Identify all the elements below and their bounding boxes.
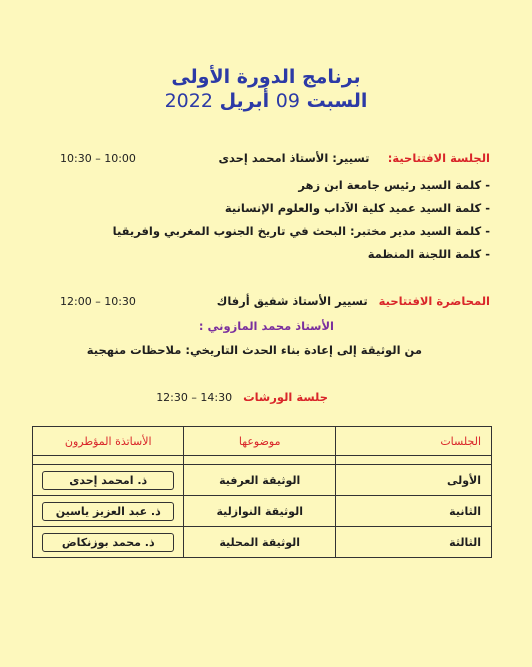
date-year: 2022 xyxy=(164,90,213,112)
session1-time: 10:30 – 10:00 xyxy=(60,152,136,165)
row-topic: الوثيقة العرفية xyxy=(184,465,335,496)
session1-item-4: - كلمة اللجنة المنظمة xyxy=(367,247,490,261)
session2-header xyxy=(217,294,490,308)
event-date xyxy=(0,90,532,112)
row-instructor: ذ. عبد العزيز ياسين xyxy=(42,502,174,521)
table-header-row xyxy=(33,427,492,456)
date-day: 09 xyxy=(275,90,300,112)
session2-moderator: تسيير الأستاذ شفيق أرفاك xyxy=(216,294,368,308)
header-topic: موضوعها xyxy=(184,427,335,456)
workshops-time: 14:30 – 12:30 xyxy=(156,391,233,404)
session1-item-1: - كلمة السيد رئيس جامعة ابن زهر xyxy=(298,178,490,192)
session1-moderator: تسيير: الأستاذ امحمد إحدى xyxy=(218,151,370,165)
row-topic: الوثيقة المحلية xyxy=(184,527,335,558)
session1-label: الجلسة الافتتاحية: xyxy=(387,151,490,165)
workshops-label: جلسة الورشات xyxy=(243,390,328,404)
session1-item-3: - كلمة السيد مدير مختبر: البحث في تاريخ الجنوب المغربي وافريقيا xyxy=(112,224,490,238)
row-instructor-cell xyxy=(33,527,184,558)
row-session: الأولى xyxy=(335,465,491,496)
date-weekday: السبت xyxy=(306,90,368,112)
header-sessions: الجلسات xyxy=(335,427,491,456)
row-instructor: ذ. محمد بوزنكاض xyxy=(42,533,174,552)
header-instructors: الأساتذة المؤطرون xyxy=(33,427,184,456)
workshops-table xyxy=(32,426,492,558)
session1-header xyxy=(218,151,490,165)
table-row xyxy=(33,527,492,558)
row-instructor-cell xyxy=(33,496,184,527)
workshops-header xyxy=(156,390,328,404)
row-session: الثانية xyxy=(335,496,491,527)
row-instructor-cell xyxy=(33,465,184,496)
session2-speaker: الأستاذ محمد المازوني : xyxy=(198,319,334,333)
row-session: الثالثة xyxy=(335,527,491,558)
date-month: أبريل xyxy=(219,90,270,112)
session2-time: 12:00 – 10:30 xyxy=(60,295,136,308)
session2-label: المحاضرة الافتتاحية xyxy=(378,294,490,308)
table-row xyxy=(33,465,492,496)
session1-item-2: - كلمة السيد عميد كلية الآداب والعلوم الإنسانية xyxy=(224,201,490,215)
session2-topic: من الوثيقة إلى إعادة بناء الحدث التاريخي: ملاحظات منهجية xyxy=(86,343,422,357)
row-instructor: ذ. امحمد إحدى xyxy=(42,471,174,490)
page-title: برنامج الدورة الأولى xyxy=(171,66,361,88)
table-spacer xyxy=(33,456,492,465)
row-topic: الوثيقة النوازلية xyxy=(184,496,335,527)
table-row xyxy=(33,496,492,527)
